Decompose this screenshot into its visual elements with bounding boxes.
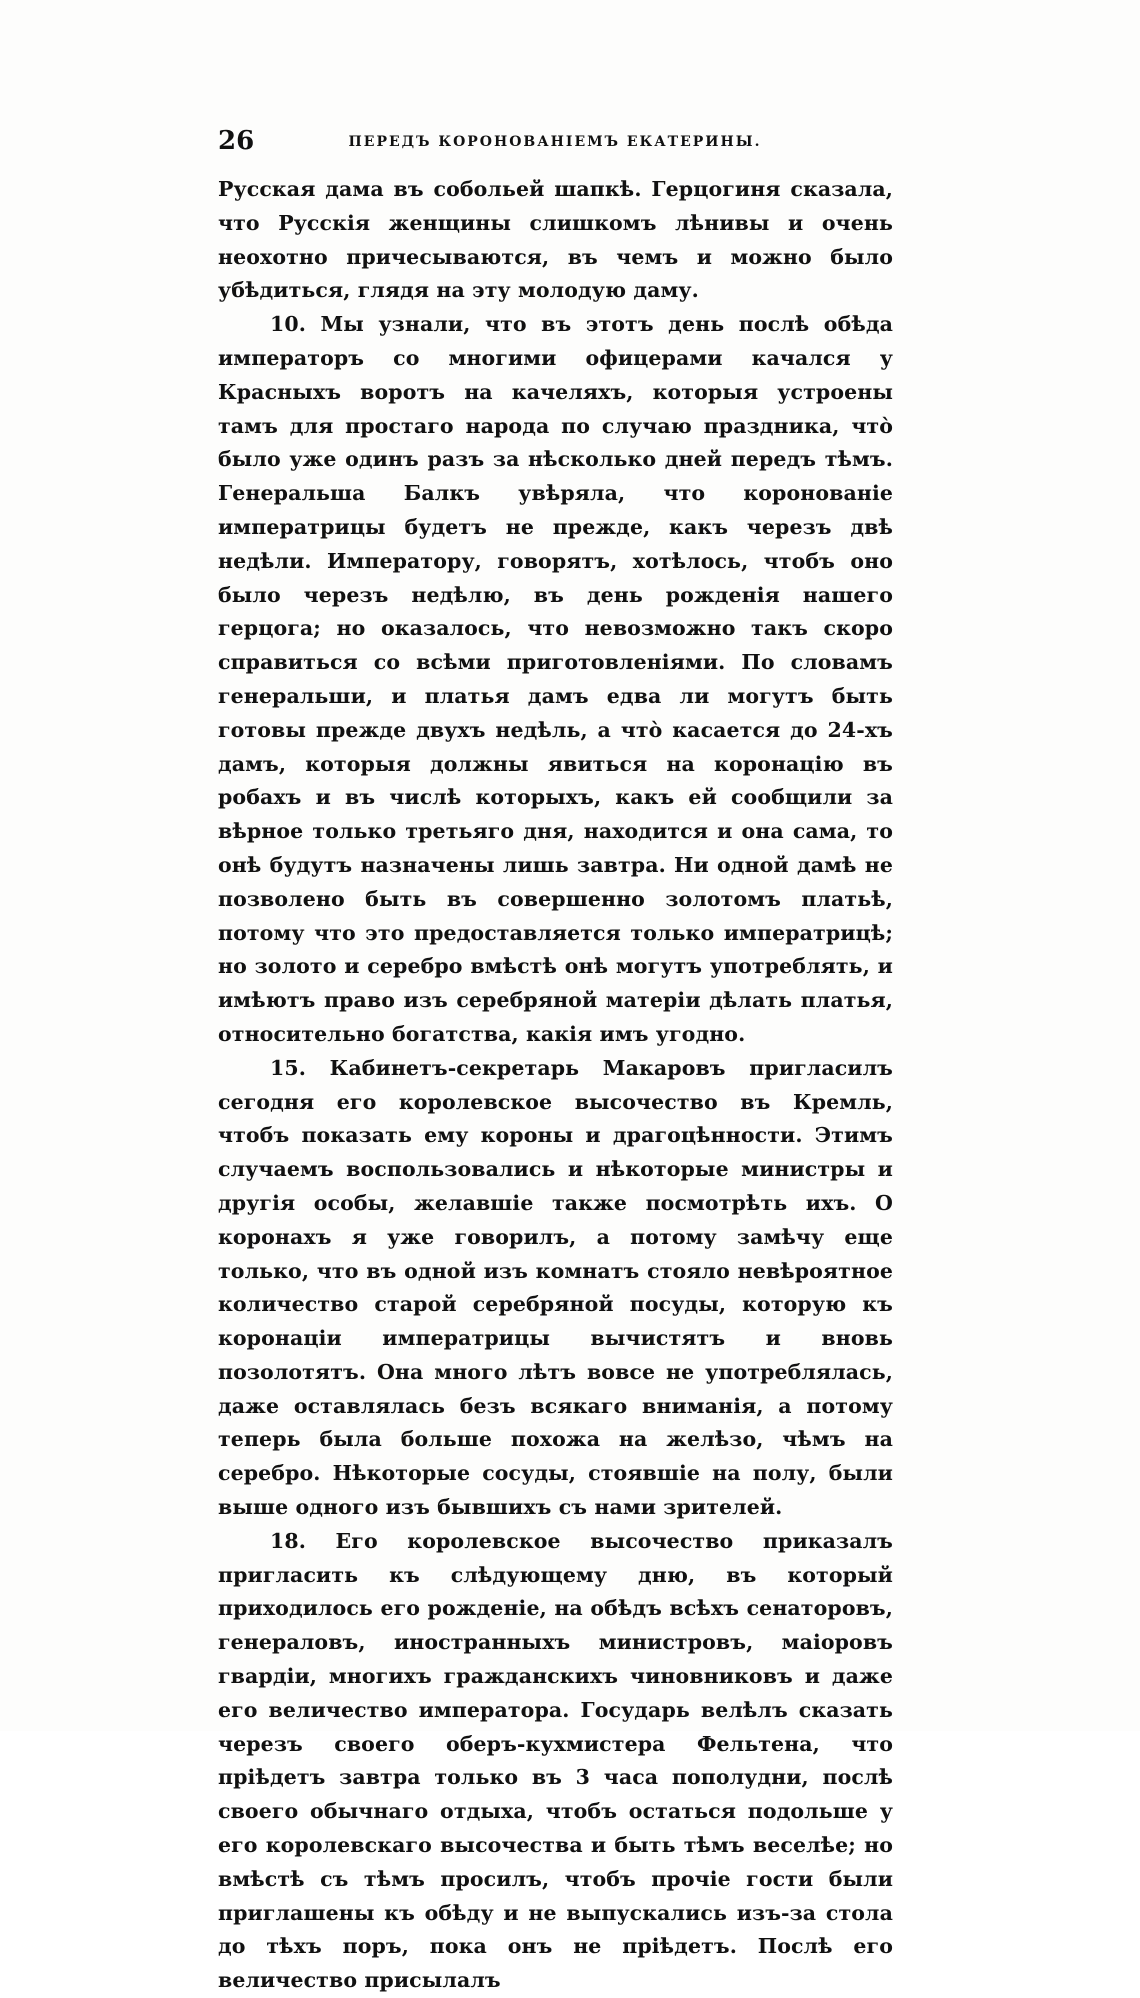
- paragraph-continuation: Русская дама въ собольей шапкѣ. Герцогиня сказала, что Русскія женщины слишкомъ лѣнивы и очень неохотно причесываются, въ чемъ и можно было убѣдиться, глядя на эту молодую даму.: [218, 177, 893, 303]
- page-number: 26: [218, 126, 255, 156]
- running-head: ПЕРЕДЪ КОРОНОВАНІЕМЪ ЕКАТЕРИНЫ.: [348, 134, 762, 150]
- body-text: [218, 173, 893, 1998]
- paragraph-entry-18: 18. Его королевское высочество приказалъ пригласить къ слѣдующему дню, въ который приходилось его рожденіе, на обѣдъ всѣхъ сенаторовъ, генераловъ, иностранныхъ министровъ, маіоровъ гвардіи, многихъ гражданскихъ чиновниковъ и даже его величество императора. Государь велѣлъ сказать черезъ своего оберъ-кухмистера Фельтена, что пріѣдетъ завтра только въ 3 часа пополудни, послѣ своего обычнаго отдыха, чтобъ остаться подольше у его королевскаго высочества и быть тѣмъ веселѣе; но вмѣстѣ съ тѣмъ просилъ, чтобъ прочіе гости были приглашены къ обѣду и не выпускались изъ-за стола до тѣхъ поръ, пока онъ не пріѣдетъ. Послѣ его величество присылалъ: [218, 1528, 893, 1993]
- paragraph-entry-15: 15. Кабинетъ-секретарь Макаровъ пригласилъ сегодня его королевское высочество въ Кремль, чтобъ показать ему короны и драгоцѣнности. Этимъ случаемъ воспользовались и нѣкоторые министры и другія особы, желавшіе также посмотрѣть ихъ. О коронахъ я уже говорилъ, а потому замѣчу еще только, что въ одной изъ комнатъ стояло невѣроятное количество старой серебряной посуды, которую къ коронаціи императрицы вычистятъ и вновь позолотятъ. Она много лѣтъ вовсе не употреблялась, даже оставлялась безъ всякаго вниманія, а потому теперь была больше похожа на желѣзо, чѣмъ на серебро. Нѣкоторые сосуды, стоявшіе на полу, были выше одного изъ бывшихъ съ нами зрителей.: [218, 1055, 893, 1520]
- paragraph-entry-10: 10. Мы узнали, что въ этотъ день послѣ обѣда императоръ со многими офицерами качался у Красныхъ воротъ на качеляхъ, которыя устроены тамъ для простаго народа по случаю праздника, что̀ было уже одинъ разъ за нѣсколько дней передъ тѣмъ. Генеральша Балкъ увѣряла, что коронованіе императрицы будетъ не прежде, какъ черезъ двѣ недѣли. Императору, говорятъ, хотѣлось, чтобъ оно было черезъ недѣлю, въ день рожденія нашего герцога; но оказалось, что невозможно такъ скоро справиться со всѣми приготовленіями. По словамъ генеральши, и платья дамъ едва ли могутъ быть готовы прежде двухъ недѣль, а что̀ касается до 24-хъ дамъ, которыя должны явиться на коронацію въ робахъ и въ числѣ которыхъ, какъ ей сообщили за вѣрное только третьяго дня, находится и она сама, то онѣ будутъ назначены лишь завтра. Ни одной дамѣ не позволено быть въ совершенно золотомъ платьѣ, потому что это предоставляется только императрицѣ; но золото и серебро вмѣстѣ онѣ могутъ употреблять, и имѣютъ право изъ серебряной матеріи дѣлать платья, относительно богатства, какія имъ угодно.: [218, 312, 893, 1046]
- page-header: [218, 126, 892, 160]
